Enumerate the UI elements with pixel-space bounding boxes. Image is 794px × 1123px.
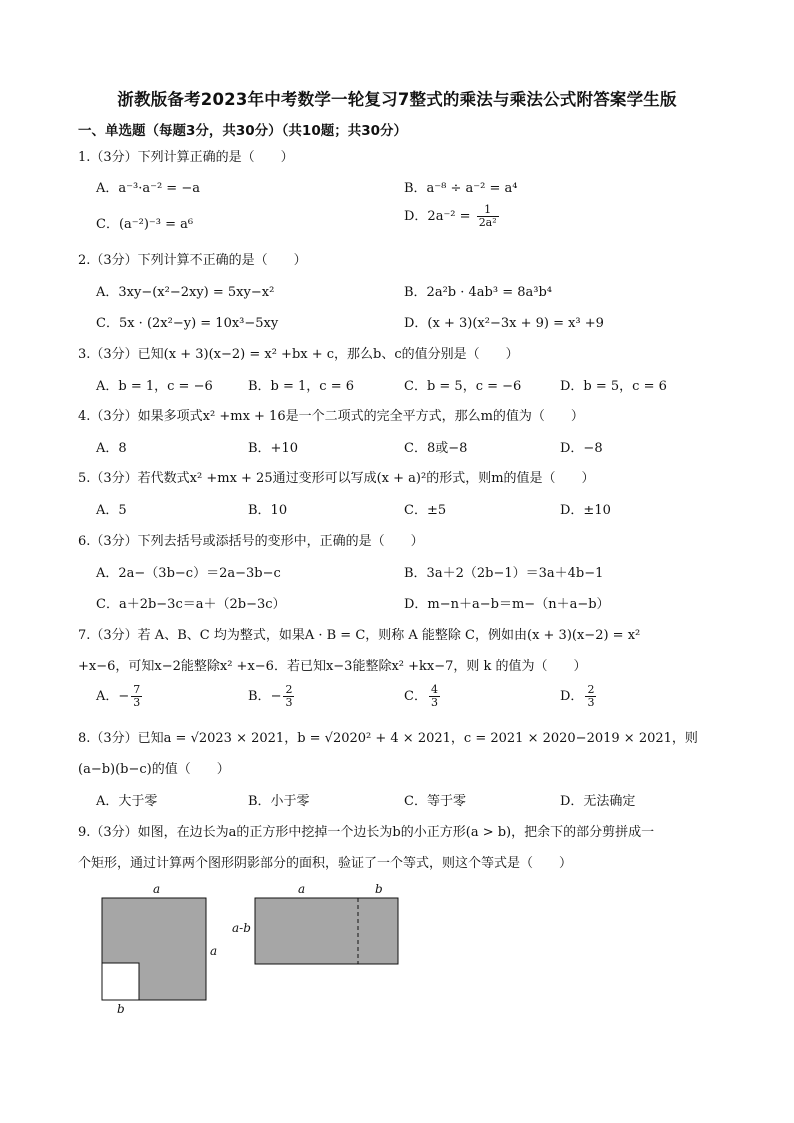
fraction-numerator: 7	[133, 683, 141, 696]
label-left-bottom: b	[117, 1002, 125, 1016]
label-right-top-b: b	[375, 882, 383, 896]
question-4-option-a: A．8	[96, 441, 127, 456]
question-3-option-d: D．b = 5，c = 6	[560, 379, 667, 394]
question-1-stem: 1.（3分）下列计算正确的是（ ）	[78, 150, 294, 165]
question-6-option-b: B．3a＋2（2b−1）＝3a＋4b−1	[404, 566, 604, 581]
small-square-cutout	[102, 963, 139, 1000]
fraction-denominator: 3	[587, 696, 595, 709]
question-6-stem: 6.（3分）下列去括号或添括号的变形中，正确的是（ ）	[78, 534, 424, 549]
option-prefix: B．	[248, 689, 271, 704]
fraction-numerator: 2	[587, 683, 595, 696]
question-3-option-b: B．b = 1，c = 6	[248, 379, 355, 394]
question-5-option-a: A．5	[96, 503, 127, 518]
fraction-numerator: 2	[285, 683, 293, 696]
question-4-option-d: D．−8	[560, 441, 603, 456]
rearranged-rectangle	[255, 898, 398, 964]
question-2-stem: 2.（3分）下列计算不正确的是（ ）	[78, 253, 307, 268]
question-1-option-c: C．(a⁻²)⁻³ = a⁶	[96, 217, 194, 232]
fraction-denominator: 3	[133, 696, 141, 709]
fraction-denominator: 3	[430, 696, 438, 709]
question-4-option-c: C．8或−8	[404, 441, 468, 456]
question-1-option-b: B．a⁻⁸ ÷ a⁻² = a⁴	[404, 181, 518, 196]
label-right-top-a: a	[298, 882, 306, 896]
question-2-option-d: D．(x + 3)(x²−3x + 9) = x³ +9	[404, 316, 604, 331]
label-right-side: a-b	[232, 921, 251, 935]
question-6-option-a: A．2a−（3b−c）＝2a−3b−c	[96, 566, 281, 581]
question-9-stem-line-1: 9.（3分）如图，在边长为a的正方形中挖掉一个边长为b的小正方形(a > b)，把余下的部分剪拼成一	[78, 825, 655, 840]
option-prefix: C．	[404, 689, 427, 704]
question-3-option-a: A．b = 1，c = −6	[96, 379, 213, 394]
question-6-option-c: C．a＋2b−3c＝a＋（2b−3c）	[96, 597, 286, 612]
question-1-option-d-prefix: D．2a⁻² =	[404, 209, 471, 224]
question-3-option-c: C．b = 5，c = −6	[404, 379, 522, 394]
question-6-option-d: D．m−n＋a−b＝m−（n＋a−b）	[404, 597, 610, 612]
question-9-stem-line-2: 个矩形，通过计算两个图形阴影部分的面积，验证了一个等式，则这个等式是（ ）	[78, 856, 573, 871]
question-4-stem: 4.（3分）如果多项式x² +mx + 16是一个二项式的完全平方式，那么m的值为（ ）	[78, 409, 584, 424]
question-7-stem-line-1: 7.（3分）若 A、B、C 均为整式，如果A · B = C，则称 A 能整除 C，例如由(x + 3)(x−2) = x²	[78, 628, 641, 643]
question-2-option-c: C．5x · (2x²−y) = 10x³−5xy	[96, 316, 279, 331]
question-5-option-c: C．±5	[404, 503, 447, 518]
question-3-stem: 3.（3分）已知(x + 3)(x−2) = x² +bx + c，那么b、c的值分别是（ ）	[78, 347, 519, 362]
question-7-stem-line-2: +x−6，可知x−2能整除x² +x−6．若已知x−3能整除x² +kx−7，则 k 的值为（ ）	[78, 659, 587, 674]
question-2-option-b: B．2a²b · 4ab³ = 8a³b⁴	[404, 285, 552, 300]
question-8-option-a: A．大于零	[96, 794, 158, 809]
question-8-stem-line-2: (a−b)(b−c)的值（ ）	[78, 762, 230, 777]
document-title: 浙教版备考2023年中考数学一轮复习7整式的乘法与乘法公式附答案学生版	[117, 90, 677, 109]
fraction-denominator: 2a²	[478, 216, 497, 229]
question-4-option-b: B．+10	[248, 441, 298, 456]
question-7-option-b: B．− $\frac{2}{3}$	[248, 683, 293, 709]
question-5-option-b: B．10	[248, 503, 288, 518]
section-heading: 一、单选题（每题3分，共30分）（共10题；共30分）	[78, 123, 408, 139]
option-prefix: D．	[560, 689, 584, 704]
question-8-stem-line-1: 8.（3分）已知a = √2023 × 2021，b = √2020² + 4 × 2021，c = 2021 × 2020−2019 × 2021，则	[78, 731, 698, 746]
question-8-option-b: B．小于零	[248, 794, 310, 809]
question-2-option-a: A．3xy−(x²−2xy) = 5xy−x²	[96, 285, 275, 300]
question-5-option-d: D．±10	[560, 503, 611, 518]
fraction-denominator: 3	[285, 696, 293, 709]
fraction-numerator: 4	[430, 683, 438, 696]
label-left-right: a	[210, 944, 218, 958]
question-7-option-a: A．− $\frac{7}{3}$	[96, 683, 141, 709]
question-8-option-c: C．等于零	[404, 794, 466, 809]
question-5-stem: 5.（3分）若代数式x² +mx + 25通过变形可以写成(x + a)²的形式，则m的值是（ ）	[78, 471, 595, 486]
label-left-top: a	[153, 882, 161, 896]
option-prefix: A．	[96, 689, 119, 704]
question-8-option-d: D．无法确定	[560, 794, 636, 809]
question-1-option-a: A．a⁻³·a⁻² = −a	[96, 181, 200, 196]
fraction-numerator: 1	[477, 204, 499, 217]
